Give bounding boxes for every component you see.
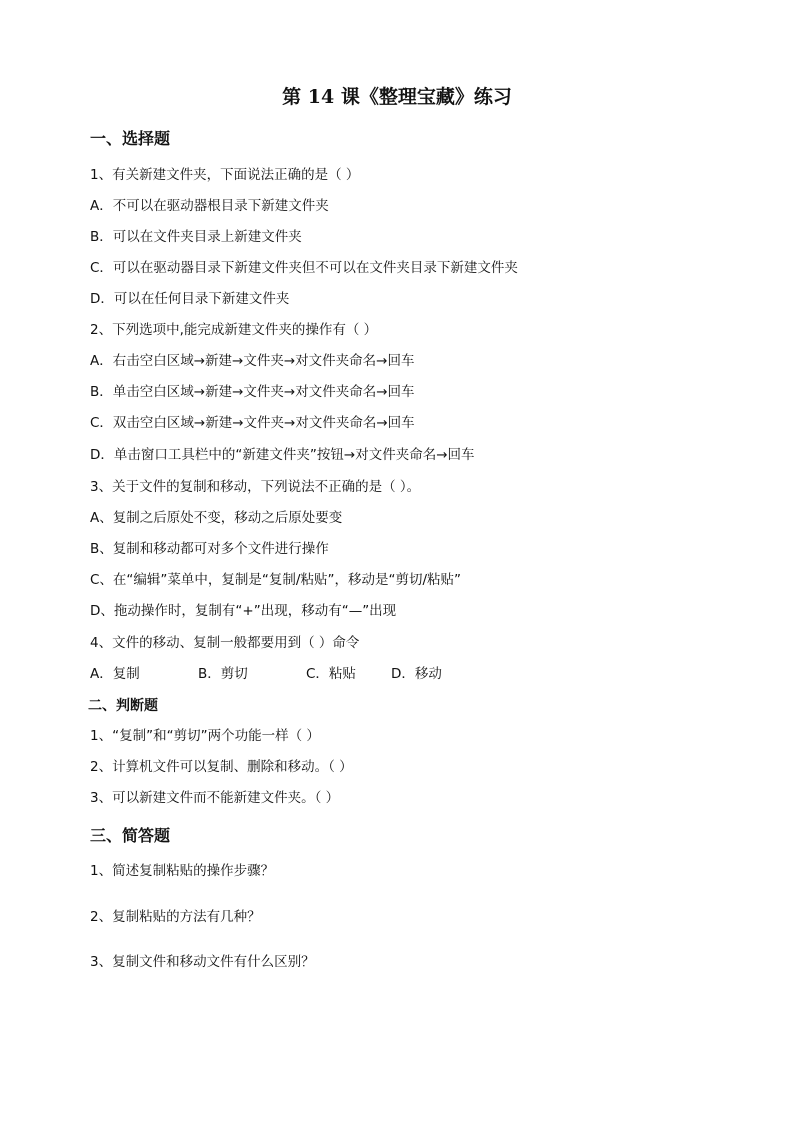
judgment-2: 2、计算机文件可以复制、删除和移动。（ ）: [90, 759, 353, 775]
question-4-option-a: A．复制: [90, 666, 140, 682]
question-3-stem: 3、关于文件的复制和移动，下列说法不正确的是（ ）。: [90, 479, 421, 495]
section-heading-judgment: 二、判断题: [88, 698, 158, 714]
question-1-option-c: C．可以在驱动器目录下新建文件夹但不可以在文件夹目录下新建文件夹: [90, 260, 518, 276]
short-answer-2: 2、复制粘贴的方法有几种？: [90, 909, 261, 925]
section-heading-short-answer: 三、简答题: [90, 826, 171, 845]
section-heading-choice: 一、选择题: [90, 129, 171, 148]
question-3-option-c: C、在“编辑”菜单中，复制是“复制/粘贴”，移动是“剪切/粘贴”: [90, 572, 461, 588]
question-3-option-b: B、复制和移动都可对多个文件进行操作: [90, 541, 329, 557]
judgment-1: 1、“复制”和“剪切”两个功能一样（ ）: [90, 728, 320, 744]
question-4-stem: 4、文件的移动、复制一般都要用到（ ）命令: [90, 635, 360, 651]
short-answer-3: 3、复制文件和移动文件有什么区别？: [90, 954, 315, 970]
question-2-option-a: A．右击空白区域→新建→文件夹→对文件夹命名→回车: [90, 353, 415, 369]
question-2-option-d: D．单击窗口工具栏中的“新建文件夹”按钮→对文件夹命名→回车: [90, 447, 475, 463]
question-1-option-b: B．可以在文件夹目录上新建文件夹: [90, 229, 302, 245]
question-2-option-b: B．单击空白区域→新建→文件夹→对文件夹命名→回车: [90, 384, 415, 400]
question-4-options: [90, 664, 442, 684]
page-title: 第 14 课《整理宝藏》练习: [282, 86, 512, 108]
question-4-option-c: C．粘贴: [306, 666, 356, 682]
question-4-option-d: D．移动: [391, 666, 442, 682]
question-3-option-d: D、拖动操作时，复制有“+”出现，移动有“—”出现: [90, 603, 397, 619]
question-1-stem: 1、有关新建文件夹，下面说法正确的是（ ）: [90, 167, 360, 183]
question-4-option-b: B．剪切: [198, 666, 248, 682]
question-1-option-a: A．不可以在驱动器根目录下新建文件夹: [90, 198, 329, 214]
question-2-option-c: C．双击空白区域→新建→文件夹→对文件夹命名→回车: [90, 415, 415, 431]
judgment-3: 3、可以新建文件而不能新建文件夹。（ ）: [90, 790, 340, 806]
question-1-option-d: D．可以在任何目录下新建文件夹: [90, 291, 290, 307]
question-3-option-a: A、复制之后原处不变，移动之后原处要变: [90, 510, 343, 526]
short-answer-1: 1、简述复制粘贴的操作步骤？: [90, 863, 275, 879]
question-2-stem: 2、下列选项中,能完成新建文件夹的操作有（ ）: [90, 322, 378, 338]
